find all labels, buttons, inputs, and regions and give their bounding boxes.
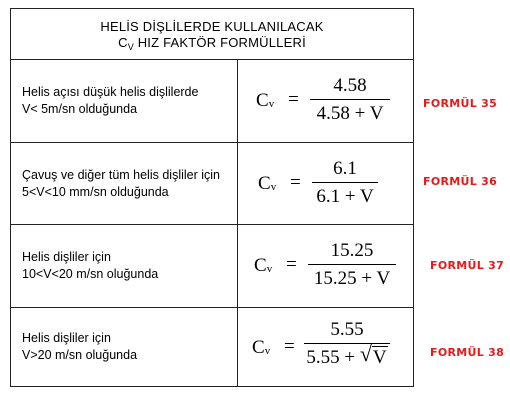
row-description-line2: 10<V<20 m/sn oluğunda [22, 267, 159, 281]
header-title-rest: HIZ FAKTÖR FORMÜLLERİ [133, 35, 306, 50]
cv-symbol: $C_v$ [258, 173, 277, 194]
row-description-line1: Çavuş ve diğer tüm helis dişliler için [22, 168, 220, 182]
row-description-line2: V< 5m/sn olduğunda [22, 102, 138, 116]
fraction [310, 74, 390, 126]
fraction-bar [304, 343, 390, 344]
row-description-line2: 5<V<10 mm/sn olduğunda [22, 185, 169, 199]
fraction [312, 157, 378, 209]
denominator: 4.58 + V [316, 103, 384, 124]
row-formula-cell [238, 308, 413, 386]
cv-symbol: $C_v$ [256, 90, 275, 111]
radicand: V [372, 347, 387, 368]
formula-label: FORMÜL 36 [423, 175, 498, 188]
row-description-cell [11, 225, 238, 307]
formula-label: FORMÜL 37 [430, 259, 505, 272]
cv-symbol: $C_v$ [252, 337, 271, 358]
fraction-bar [310, 99, 390, 100]
fraction [308, 239, 396, 291]
denominator-prefix: 5.55 + [306, 347, 360, 368]
formula-table [10, 8, 414, 387]
formula-label: FORMÜL 35 [423, 97, 498, 110]
row-formula-cell [238, 143, 413, 224]
row-formula-cell [238, 225, 413, 307]
square-root [359, 341, 388, 370]
numerator: 4.58 [333, 75, 367, 96]
denominator: 6.1 + V [316, 186, 374, 207]
table-row [11, 143, 413, 225]
numerator: 15.25 [330, 240, 374, 261]
row-description-cell [11, 308, 238, 386]
table-row [11, 225, 413, 308]
cv-symbol: $C_v$ [254, 255, 273, 276]
fraction [304, 318, 390, 370]
row-description-cell [11, 60, 238, 142]
equals-sign: = [286, 254, 297, 275]
row-description-cell [11, 143, 238, 224]
header-title-line2 [11, 35, 413, 52]
row-formula-cell [238, 60, 413, 142]
numerator: 6.1 [333, 158, 357, 179]
equals-sign: = [284, 336, 295, 357]
denominator: 15.25 + V [313, 268, 391, 289]
header-cv-subscript: V [127, 42, 134, 52]
formula-label: FORMÜL 38 [430, 346, 505, 359]
radical-sign: √ [359, 341, 372, 366]
row-description-line2: V>20 m/sn oluğunda [22, 348, 138, 362]
row-description-line1: Helis dişliler için [22, 331, 111, 345]
table-header [11, 9, 413, 60]
denominator [304, 341, 390, 370]
equals-sign: = [290, 172, 301, 193]
fraction-bar [312, 182, 378, 183]
equals-sign: = [288, 89, 299, 110]
row-description-line1: Helis dişliler için [22, 250, 111, 264]
table-row [11, 308, 413, 386]
fraction-bar [308, 264, 396, 265]
header-cv-symbol: C [118, 35, 128, 50]
numerator: 5.55 [330, 319, 364, 340]
header-title-line1: HELİS DİŞLİLERDE KULLANILACAK [100, 19, 324, 34]
table-row [11, 60, 413, 143]
row-description-line1: Helis açısı düşük helis dişlilerde [22, 85, 199, 99]
